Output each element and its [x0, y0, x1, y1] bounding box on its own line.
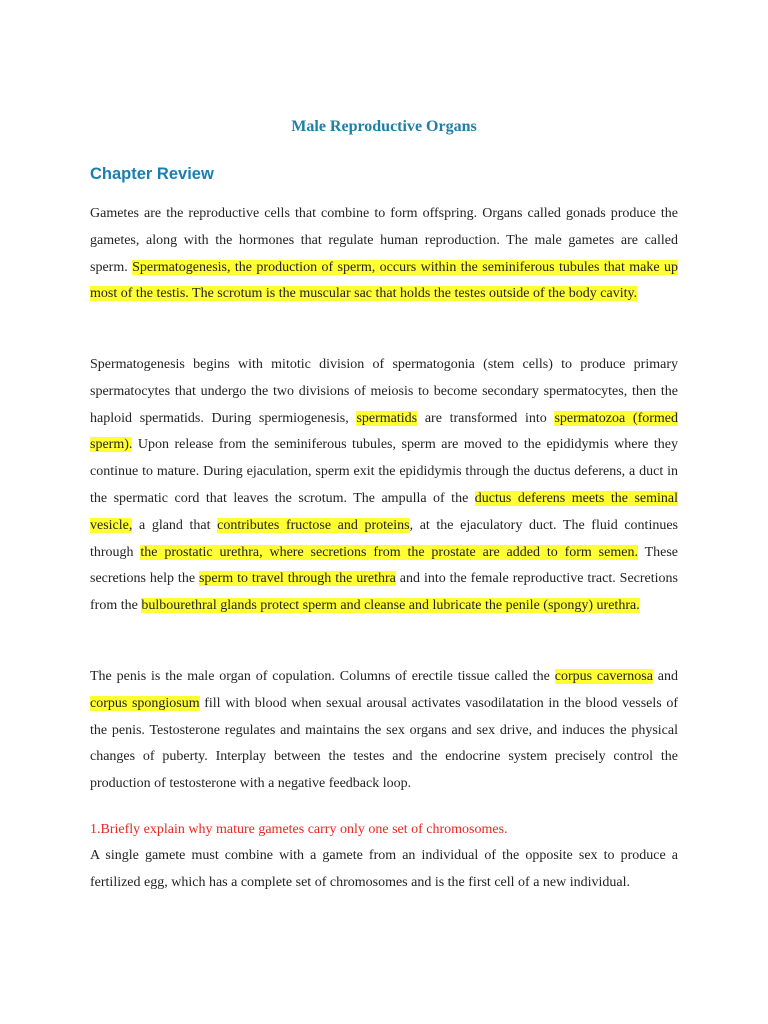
highlighted-text: Spermatogenesis, the production of sperm, occurs within the seminiferous tubules that make up most of the testis. The scrotum is the muscular sac that holds the testes outside of the body cavity. [90, 259, 678, 302]
body-text: These secretions help the [90, 544, 678, 587]
highlighted-text: bulbourethral glands protect sperm and cleanse and lubricate the penile (spongy) urethra. [141, 598, 640, 614]
body-text: and [652, 669, 678, 684]
highlighted-text: spermatids [356, 410, 418, 426]
section-heading: Chapter Review [90, 165, 214, 183]
body-text: Upon release from the seminiferous tubules, sperm are moved to the epididymis where they continue to mature. During ejaculation, sperm exit the epididymis through the ductus deferens, a duct in the spermatic cord that leaves the scrotum. The ampulla of the [90, 437, 678, 506]
body-text: are transformed into [417, 410, 555, 426]
body-text: fill with blood when sexual arousal activates vasodilatation in the blood vessels of the penis. Testosterone regulates and maintains the sex organs and sex drive, and induces the physical changes of puberty. Interplay between the testes and the endocrine system precisely control the production of testosterone with a negative feedback loop. [90, 695, 678, 792]
highlighted-text: the prostatic urethra, where secretions from the prostate are added to form semen. [140, 544, 638, 560]
highlighted-text: contributes fructose and proteins [217, 517, 410, 533]
body-text: and into the female reproductive tract. Secretions from the [90, 571, 678, 614]
highlighted-text: spermatozoa (formed sperm). [90, 410, 678, 453]
answer-text: A single gamete must combine with a gamete from an individual of the opposite sex to produce a fertilized egg, which has a complete set of chromosomes and is the first cell of a new individual. [90, 848, 678, 890]
paragraph-spermatogenesis [90, 352, 678, 620]
highlighted-text: corpus spongiosum [90, 695, 200, 711]
body-text: The penis is the male organ of copulation. Columns of erectile tissue called the [90, 669, 555, 684]
body-text: Gametes are the reproductive cells that combine to form offspring. Organs called gonads produce the gametes, along with the hormones that regulate human reproduction. The male gametes are called sperm. [90, 206, 678, 275]
document-title: Male Reproductive Organs [291, 118, 477, 135]
highlighted-text: ductus deferens meets the seminal vesicle, [90, 490, 678, 533]
highlighted-text: sperm to travel through the urethra [198, 571, 396, 587]
body-text: a gland that [132, 517, 218, 533]
body-text: Spermatogenesis begins with mitotic division of spermatogonia (stem cells) to produce primary spermatocytes that undergo the two divisions of meiosis to become secondary spermatocytes, then the haploid spermatids. During spermiogenesis, [90, 357, 678, 426]
paragraph-penis [90, 664, 678, 798]
paragraph-gametes [90, 201, 678, 308]
body-text: , at the ejaculatory duct. The fluid continues through [90, 517, 678, 560]
question-text: 1.Briefly explain why mature gametes carry only one set of chromosomes. [90, 822, 508, 837]
highlighted-text: corpus cavernosa [554, 669, 653, 684]
